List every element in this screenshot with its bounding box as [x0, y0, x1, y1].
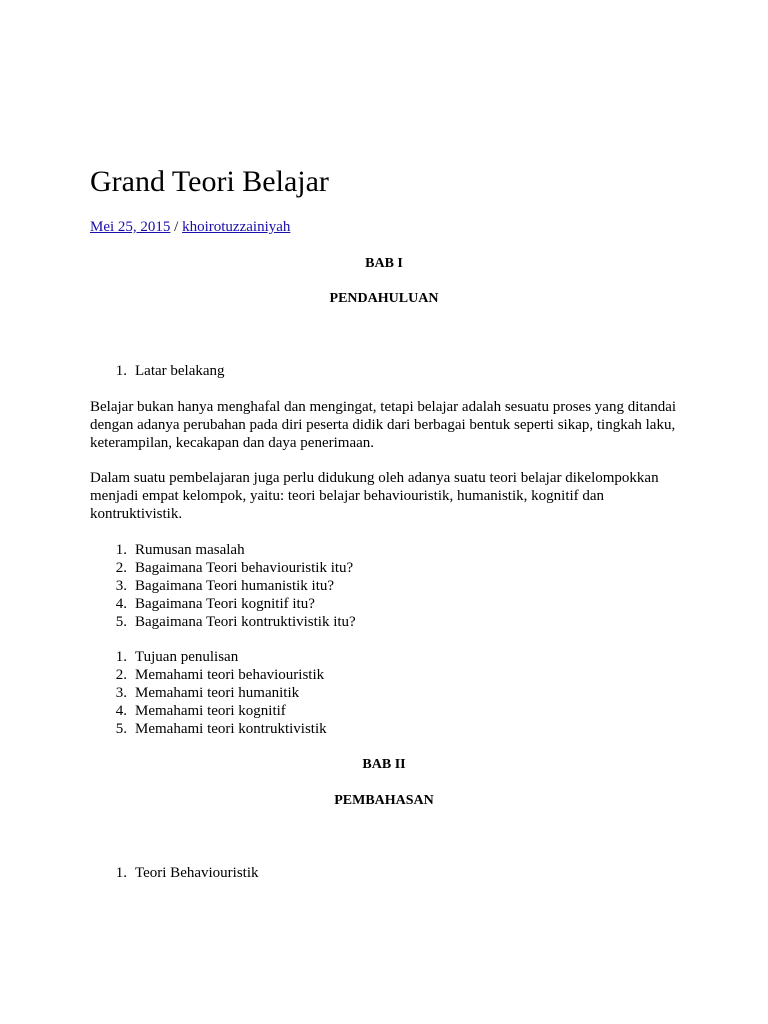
list-item-text: Bagaimana Teori humanistik itu? — [135, 578, 335, 594]
post-author-link[interactable]: khoirotuzzainiyah — [182, 219, 291, 235]
list-item-text: Memahami teori humanitik — [135, 685, 300, 701]
list-item-number: 1. — [115, 865, 127, 881]
chapter-heading-pembahasan: PEMBAHASAN — [334, 793, 434, 808]
list-item — [90, 613, 356, 631]
list-item-text: Bagaimana Teori kontruktivistik itu? — [135, 614, 356, 630]
paragraph-pembelajaran: Dalam suatu pembelajaran juga perlu didukung oleh adanya suatu teori belajar dikelompokkan menjadi empat kelompok, yaitu: teori belajar behaviouristik, humanistik, kognitif dan kontruktivistik. — [90, 470, 659, 522]
list-item — [90, 864, 259, 882]
list-item-text: Tujuan penulisan — [135, 649, 239, 665]
list-item — [90, 559, 356, 577]
list-item-number: 1. — [115, 649, 127, 665]
list-item-number: 4. — [115, 596, 127, 612]
list-item-text: Memahami teori kognitif — [135, 703, 286, 719]
list-item-number: 3. — [115, 685, 127, 701]
list-item-number: 5. — [115, 614, 127, 630]
chapter-label-bab-1: BAB I — [365, 256, 403, 271]
list-item-number: 2. — [115, 667, 127, 683]
list-item — [90, 648, 327, 666]
list-item — [90, 702, 327, 720]
list-item-text: Bagaimana Teori behaviouristik itu? — [135, 560, 354, 576]
list-item-text: Memahami teori behaviouristik — [135, 667, 325, 683]
list-latar-belakang — [90, 362, 225, 380]
chapter-label-bab-2: BAB II — [362, 757, 406, 772]
list-item-text: Memahami teori kontruktivistik — [135, 721, 327, 737]
list-item — [90, 541, 356, 559]
list-item-number: 1. — [115, 363, 127, 379]
meta-separator: / — [174, 219, 179, 235]
list-tujuan-penulisan — [90, 648, 327, 738]
list-item — [90, 666, 327, 684]
list-item-number: 5. — [115, 721, 127, 737]
chapter-heading-pendahuluan: PENDAHULUAN — [329, 291, 439, 306]
list-item-text: Latar belakang — [135, 363, 225, 379]
post-date-link[interactable]: Mei 25, 2015 — [90, 219, 171, 235]
list-item-text: Bagaimana Teori kognitif itu? — [135, 596, 315, 612]
list-item — [90, 684, 327, 702]
list-item — [90, 720, 327, 738]
list-item-text: Rumusan masalah — [135, 542, 245, 558]
list-teori — [90, 864, 259, 882]
list-item — [90, 362, 225, 380]
list-item-number: 4. — [115, 703, 127, 719]
post-meta — [90, 218, 290, 236]
list-item-text: Teori Behaviouristik — [135, 865, 259, 881]
list-item-number: 3. — [115, 578, 127, 594]
list-item — [90, 595, 356, 613]
paragraph-belajar: Belajar bukan hanya menghafal dan mengingat, tetapi belajar adalah sesuatu proses yang ditandai dengan adanya perubahan pada diri peserta didik dari berbagai bentuk seperti sikap, tingkah laku, keterampilan, kecakapan dan daya penerimaan. — [90, 399, 677, 451]
list-item-number: 2. — [115, 560, 127, 576]
list-rumusan-masalah — [90, 541, 356, 631]
post-title: Grand Teori Belajar — [90, 165, 329, 198]
list-item — [90, 577, 356, 595]
list-item-number: 1. — [115, 542, 127, 558]
